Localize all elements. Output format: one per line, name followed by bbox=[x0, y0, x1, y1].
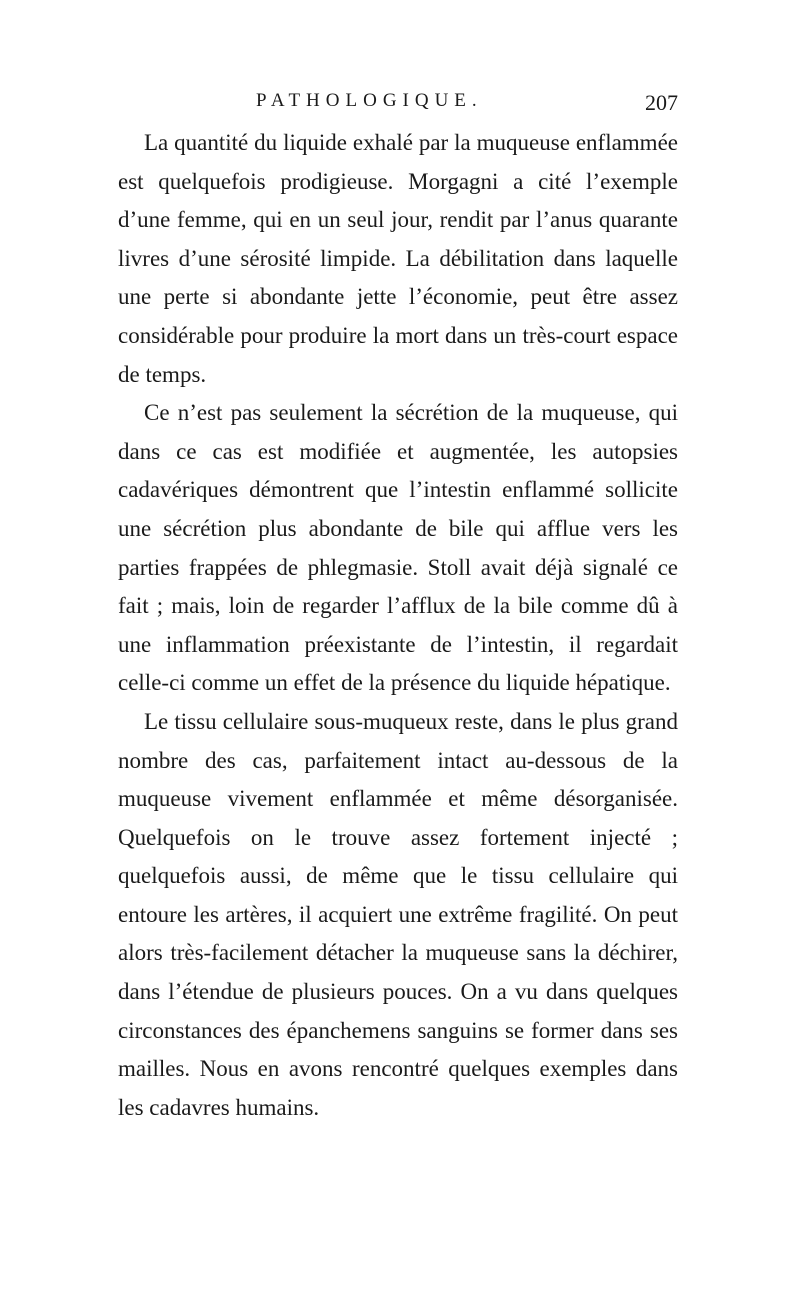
page-number: 207 bbox=[645, 90, 678, 115]
body-text bbox=[118, 124, 678, 1127]
book-page bbox=[118, 90, 678, 1127]
paragraph-1: La quantité du liquide exhalé par la muqueuse enflammée est quelquefois prodigieuse. Morgagni a cité l’exemple d’une femme, qui en un seul jour, rendit par l’anus quarante livres d’une sérosité limpide. La débilitation dans laquelle une perte si abondante jette l’économie, peut être assez considérable pour produire la mort dans un très-court espace de temps. bbox=[118, 130, 678, 387]
paragraph-2: Ce n’est pas seulement la sécrétion de la muqueuse, qui dans ce cas est modifiée et augmentée, les autopsies cadavériques démontrent que l’intestin enflammé sollicite une sécrétion plus abondante de bile qui afflue vers les parties frappées de phlegmasie. Stoll avait déjà signalé ce fait ; mais, loin de regarder l’afflux de la bile comme dû à une inflammation préexistante de l’intestin, il regardait celle-ci comme un effet de la présence du liquide hépatique. bbox=[118, 400, 678, 696]
paragraph-3: Le tissu cellulaire sous-muqueux reste, dans le plus grand nombre des cas, parfaitement intact au-dessous de la muqueuse vivement enflammée et même désorganisée. Quelquefois on le trouve assez fortement injecté ; quelquefois aussi, de même que le tissu cellulaire qui entoure les artères, il acquiert une extrême fragilité. On peut alors très-facilement détacher la muqueuse sans la déchirer, dans l’étendue de plusieurs pouces. On a vu dans quelques circonstances des épanchemens sanguins se former dans ses mailles. Nous en avons rencontré quelques exemples dans les cadavres humains. bbox=[118, 708, 678, 1120]
running-title: PATHOLOGIQUE. bbox=[256, 90, 483, 111]
running-head bbox=[118, 90, 678, 124]
